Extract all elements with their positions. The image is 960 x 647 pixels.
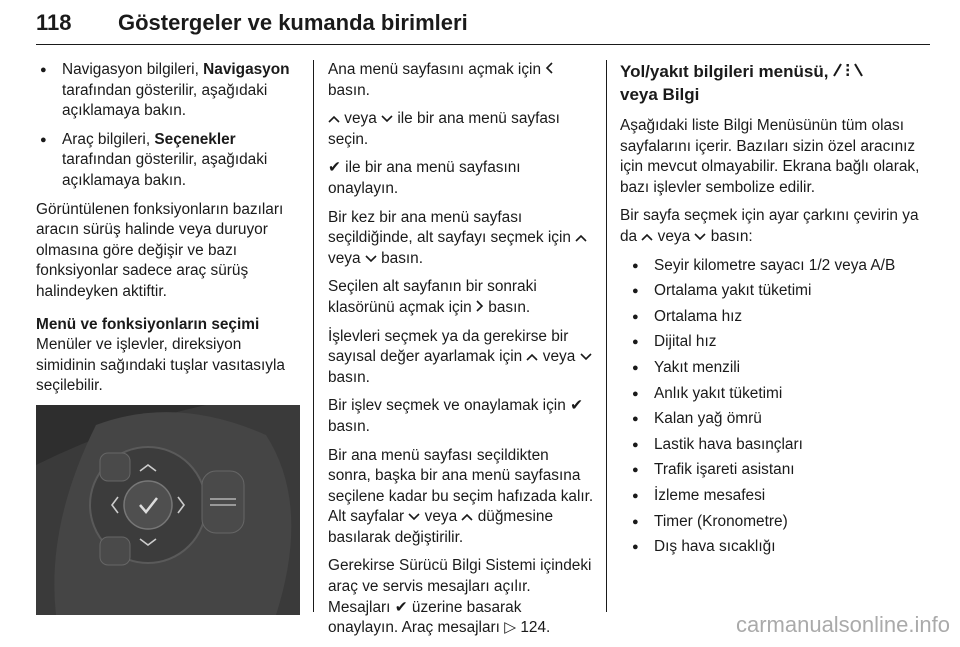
paragraph: Bir işlev seçmek ve onaylamak için ✔ basın. xyxy=(328,397,583,435)
watermark: carmanualsonline.info xyxy=(735,612,950,637)
check-icon: ✔ xyxy=(394,598,408,616)
paragraph: Gerekirse Sürücü Bilgi Sistemi içindeki araç ve servis mesajları açılır. Mesajları ✔ üzerine basarak onaylayın. Araç mesajları ▷ 124. xyxy=(328,557,592,637)
paragraph: Bir ana menü sayfası seçildikten sonra, başka bir ana menü sayfasına seçilene kadar bu seçim hafızada kalır. Alt sayfalar veya düğmesine basılarak değiştirilir. xyxy=(328,446,594,546)
list-item: ● İzleme mesafesi xyxy=(620,486,920,507)
chevron-down-icon xyxy=(694,233,706,241)
trip-fuel-icon xyxy=(833,63,863,77)
column-divider xyxy=(606,60,607,612)
list-item: ● Trafik işareti asistanı xyxy=(620,460,920,481)
list-item: ● Dijital hız xyxy=(620,332,920,353)
paragraph: Bir sayfa seçmek için ayar çarkını çevirin ya da veya basın: xyxy=(620,207,919,245)
chevron-up-icon xyxy=(328,115,340,123)
chevron-up-icon xyxy=(526,353,538,361)
page-number: 118 xyxy=(36,10,72,35)
column-1 xyxy=(36,60,302,615)
paragraph: Aşağıdaki liste Bilgi Menüsünün tüm olası sayfalarını içerir. Bazıları sizin özel aracınız için mevcut olmayabilir. Ekrana bağlı olarak, bazı işlevler sembolize edilir. xyxy=(620,117,920,196)
list-item: ● Timer (Kronometre) xyxy=(620,512,920,533)
list-item: ● Ortalama hız xyxy=(620,307,920,328)
chevron-down-icon xyxy=(408,513,420,521)
list-item: ● Navigasyon bilgileri, Navigasyon tarafından gösterilir, aşağıdaki açıklamaya bakın. xyxy=(36,60,302,122)
column-divider xyxy=(313,60,314,612)
check-icon: ✔ xyxy=(328,159,341,177)
paragraph: İşlevleri seçmek ya da gerekirse bir sayısal değer ayarlamak için veya basın. xyxy=(328,327,594,389)
paragraph: Seçilen alt sayfanın bir sonraki klasörünü açmak için basın. xyxy=(328,278,537,316)
info-menu-list xyxy=(620,256,920,558)
paragraph: Ana menü sayfasını açmak için basın. xyxy=(328,60,594,101)
list-item: ● Araç bilgileri, Seçenekler tarafından gösterilir, aşağıdaki açıklamaya bakın. xyxy=(36,130,302,192)
page-title: Göstergeler ve kumanda birimleri xyxy=(118,10,468,35)
list-item: ● Yakıt menzili xyxy=(620,358,920,379)
list-item: ● Anlık yakıt tüketimi xyxy=(620,384,920,405)
list-item: ● Lastik hava basınçları xyxy=(620,435,920,456)
column-2 xyxy=(328,60,594,647)
paragraph: Görüntülenen fonksiyonların bazıları aracın sürüş halinde veya duruyor olmasına göre değişir ve bazı fonksiyonlar sadece araç sürüş halindeyken aktiftir. xyxy=(36,200,284,300)
check-icon: ✔ xyxy=(570,397,583,415)
section-heading: Yol/yakıt bilgileri menüsü, veya Bilgi xyxy=(620,60,920,106)
list-item: ● Ortalama yakıt tüketimi xyxy=(620,281,920,302)
chevron-right-icon xyxy=(476,300,484,312)
list-item: ● Seyir kilometre sayacı 1/2 veya A/B xyxy=(620,256,920,277)
paragraph: ✔ ile bir ana menü sayfasını onaylayın. xyxy=(328,159,521,197)
chevron-up-icon xyxy=(575,234,587,242)
chevron-down-icon xyxy=(365,255,377,263)
paragraph: veya ile bir ana menü sayfası seçin. xyxy=(328,110,560,148)
chevron-down-icon xyxy=(580,353,592,361)
section-heading: Menü ve fonksiyonların seçimi xyxy=(36,315,260,333)
steering-wheel-controls-photo xyxy=(36,405,300,615)
chevron-up-icon xyxy=(641,233,653,241)
reference-arrow-icon: ▷ xyxy=(504,619,517,637)
page-header xyxy=(36,4,930,45)
list-item: ● Dış hava sıcaklığı xyxy=(620,537,920,558)
chevron-down-icon xyxy=(381,115,393,123)
chevron-up-icon xyxy=(461,513,473,521)
paragraph: Bir kez bir ana menü sayfası seçildiğinde, alt sayfayı seçmek için veya basın. xyxy=(328,208,594,270)
column-3 xyxy=(620,60,920,563)
chevron-left-icon xyxy=(545,62,553,74)
list-item: ● Kalan yağ ömrü xyxy=(620,409,920,430)
paragraph: Menüler ve işlevler, direksiyon simidinin sağındaki tuşlar vasıtasıyla seçilebilir. xyxy=(36,336,285,395)
